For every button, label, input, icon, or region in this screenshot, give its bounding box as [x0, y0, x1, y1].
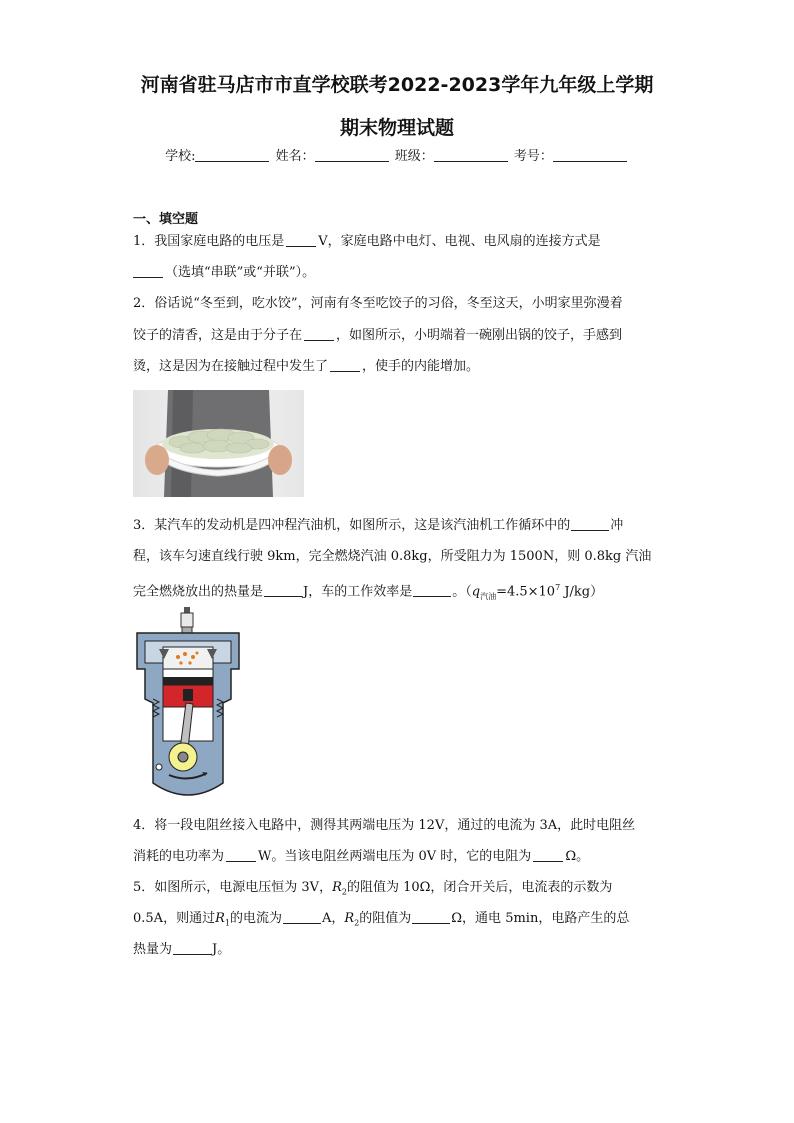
q5-text-h: 热量为 — [133, 942, 173, 957]
q5-text-a: 5．如图所示，电源电压恒为 3V， — [133, 880, 333, 895]
q1-blank-2[interactable] — [133, 265, 163, 278]
q2-line-3 — [133, 359, 479, 375]
title-line-2: 期末物理试题 — [339, 117, 454, 139]
class-blank[interactable] — [434, 149, 508, 162]
q1-text-b: V，家庭电路中电灯、电视、电风扇的连接方式是 — [318, 234, 601, 249]
id-blank[interactable] — [553, 149, 627, 162]
q1-line-1 — [133, 234, 601, 250]
q3-text-c: 完全燃烧放出的热量是 — [133, 584, 264, 600]
q5-r2-symbol: R — [344, 911, 355, 926]
q1-text-a: 1．我国家庭电路的电压是 — [133, 234, 285, 249]
q3-text-f: =4.5×10 — [496, 584, 556, 600]
name-label: 姓名： — [275, 149, 315, 164]
q5-text-e: A， — [321, 911, 345, 926]
q4-blank-2[interactable] — [533, 849, 563, 862]
q3-text-g: J/kg） — [560, 584, 604, 600]
q4-text-a: 消耗的电功率为 — [133, 849, 225, 864]
q3-text-e: 。（ — [452, 584, 472, 600]
q3-line-3 — [133, 580, 603, 605]
q5-text-b: 的阻值为 10Ω，闭合开关后，电流表的示数为 — [346, 880, 613, 895]
school-label: 学校: — [165, 149, 196, 164]
q3-blank-1[interactable] — [571, 518, 609, 531]
q5-r-subscript: 2 — [341, 887, 347, 897]
q5-blank-2[interactable] — [412, 911, 450, 924]
q3-blank-3[interactable] — [413, 584, 451, 597]
q5-line-2 — [133, 911, 629, 932]
q2-blank-1[interactable] — [304, 328, 334, 341]
engine-diagram — [133, 607, 243, 803]
q2-text-c: 烫，这是因为在接触过程中发生了 — [133, 359, 329, 374]
q4-text-b: W。当该电阻丝两端电压为 0V 时，它的电阻为 — [258, 849, 532, 864]
name-blank[interactable] — [315, 149, 389, 162]
q3-text-b: 冲 — [610, 518, 624, 533]
q4-line-1: 4．将一段电阻丝接入电路中，测得其两端电压为 12V，通过的电流为 3A，此时电阻丝 — [133, 818, 636, 833]
q5-text-g: Ω，通电 5min，电路产生的总 — [451, 911, 630, 926]
school-blank[interactable] — [195, 149, 269, 162]
q5-line-3 — [133, 942, 230, 958]
q5-blank-3[interactable] — [173, 942, 211, 955]
q2-text-a: 饺子的清香，这是由于分子在 — [133, 328, 303, 343]
q5-line-1 — [133, 880, 612, 901]
q3-line-1 — [133, 518, 623, 534]
q2-line-2 — [133, 328, 622, 344]
q4-blank-1[interactable] — [226, 849, 256, 862]
q1-line-2 — [133, 265, 315, 281]
q5-blank-1[interactable] — [283, 911, 321, 924]
q3-blank-2[interactable] — [264, 584, 302, 597]
q5-r1-symbol: R — [215, 911, 225, 926]
q2-text-b: ，如图所示，小明端着一碗刚出锅的饺子，手感到 — [336, 328, 623, 343]
q4-text-c: Ω。 — [565, 849, 590, 864]
q5-text-c: 0.5A，则通过 — [133, 911, 216, 926]
q3-q-subscript: 汽油 — [480, 591, 497, 601]
q5-r-symbol: R — [332, 880, 342, 895]
title-line-1: 河南省驻马店市市直学校联考2022-2023学年九年级上学期 — [140, 74, 654, 96]
id-label: 考号： — [513, 149, 553, 164]
class-label: 班级： — [394, 149, 434, 164]
q5-r2-subscript: 2 — [354, 918, 360, 928]
q3-text-d: J，车的工作效率是 — [303, 584, 413, 600]
q5-text-f: 的阻值为 — [359, 911, 412, 926]
q4-line-2 — [133, 849, 589, 865]
q3-exponent: 7 — [555, 583, 561, 592]
q2-line-1: 2．俗话说“冬至到，吃水饺”，河南有冬至吃饺子的习俗，冬至这天，小明家里弥漫着 — [133, 296, 623, 311]
q5-text-i: J。 — [212, 942, 231, 957]
section-heading: 一、填空题 — [133, 212, 199, 227]
q3-q-symbol: q — [471, 584, 481, 600]
q3-text-a: 3．某汽车的发动机是四冲程汽油机，如图所示，这是该汽油机工作循环中的 — [133, 518, 571, 533]
dumplings-photo — [133, 390, 304, 497]
q5-text-d: 的电流为 — [229, 911, 282, 926]
student-info-row — [0, 145, 794, 164]
q2-blank-2[interactable] — [330, 359, 360, 372]
q5-r1-subscript: 1 — [224, 918, 230, 928]
q3-line-2: 程，该车匀速直线行驶 9km，完全燃烧汽油 0.8kg，所受阻力为 1500N，则 0.8kg 汽油 — [133, 549, 652, 564]
q2-text-d: ，使手的内能增加。 — [362, 359, 480, 374]
q1-text-c: （选填“串联”或“并联”）。 — [165, 265, 316, 280]
q1-blank-1[interactable] — [286, 234, 316, 247]
